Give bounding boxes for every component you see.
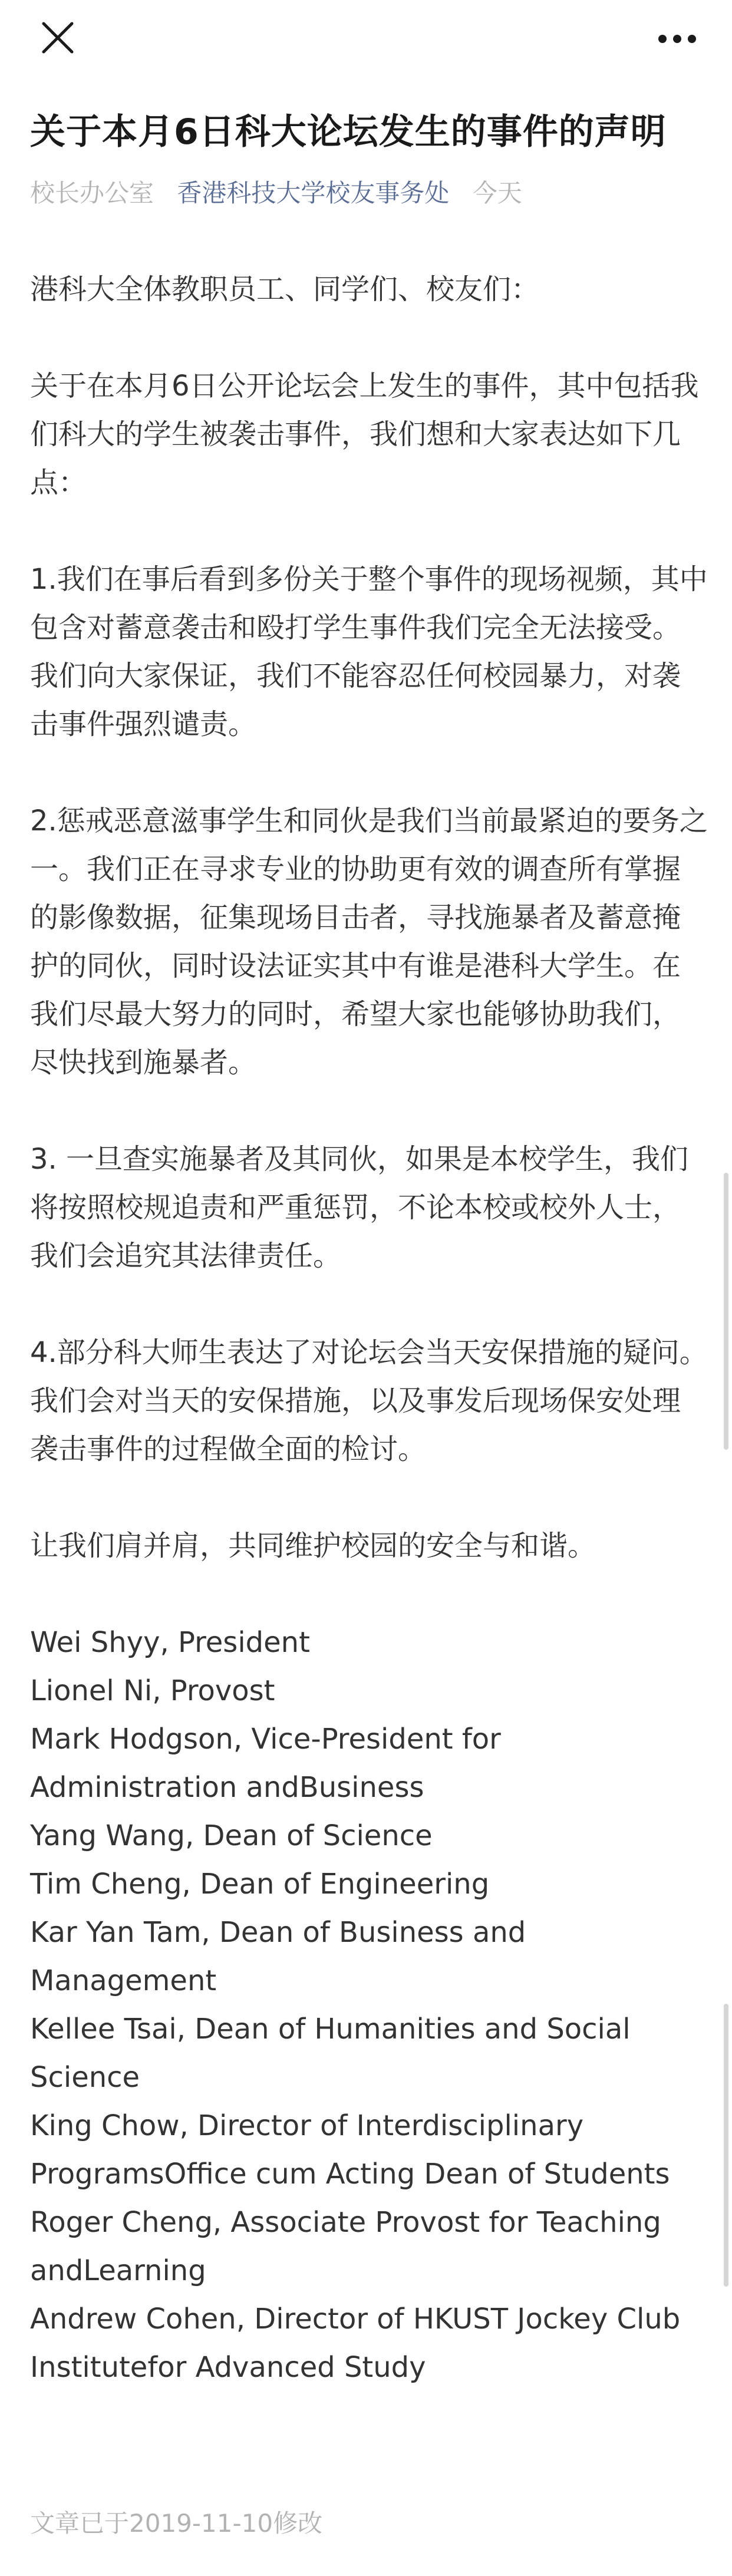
article-body bbox=[30, 265, 708, 2392]
point-4-paragraph: 4.部分科大师生表达了对论坛会当天安保措施的疑问。我们会对当天的安保措施，以及事发后现场保安处理袭击事件的过程做全面的检讨。 bbox=[30, 1336, 708, 1466]
signature-line: King Chow, Director of Interdisciplinary ProgramsOffice cum Acting Dean of Students bbox=[30, 2109, 670, 2191]
signature-line: Kellee Tsai, Dean of Humanities and Social Science bbox=[30, 2013, 631, 2094]
greeting-paragraph: 港科大全体教职员工、同学们、校友们： bbox=[30, 273, 540, 306]
signature-line: Yang Wang, Dean of Science bbox=[30, 1819, 433, 1852]
point-3-paragraph: 3. 一旦查实施暴者及其同伙，如果是本校学生，我们将按照校规追责和严重惩罚，不论本校或校外人士，我们会追究其法律责任。 bbox=[30, 1143, 689, 1272]
signature-line: Roger Cheng, Associate Provost for Teaching andLearning bbox=[30, 2206, 661, 2287]
account-link[interactable]: 香港科技大学校友事务处 bbox=[177, 179, 450, 207]
signature-line: Tim Cheng, Dean of Engineering bbox=[30, 1868, 490, 1901]
article-title: 关于本月6日科大论坛发生的事件的声明 bbox=[30, 111, 667, 153]
article-meta bbox=[30, 176, 708, 211]
publish-date: 今天 bbox=[472, 179, 522, 207]
signature-line: Lionel Ni, Provost bbox=[30, 1674, 275, 1707]
close-icon bbox=[39, 19, 77, 57]
point-1-paragraph: 1.我们在事后看到多份关于整个事件的现场视频，其中包含对蓄意袭击和殴打学生事件我们完全无法接受。我们向大家保证，我们不能容忍任何校园暴力，对袭击事件强烈谴责。 bbox=[30, 563, 708, 741]
author-label: 校长办公室 bbox=[30, 179, 154, 207]
close-button[interactable] bbox=[39, 19, 77, 57]
more-options-button[interactable] bbox=[651, 27, 704, 51]
signature-line: Kar Yan Tam, Dean of Business and Management bbox=[30, 1916, 526, 1997]
scrollbar-thumb-secondary[interactable] bbox=[724, 2004, 728, 2287]
top-bar bbox=[0, 0, 732, 77]
signature-line: Mark Hodgson, Vice-President for Administration andBusiness bbox=[30, 1723, 501, 1804]
article bbox=[30, 106, 708, 2392]
scrollbar-thumb[interactable] bbox=[724, 1173, 728, 1450]
signature-line: Andrew Cohen, Director of HKUST Jockey Club Institutefor Advanced Study bbox=[30, 2303, 681, 2384]
signature-list bbox=[30, 1618, 708, 2392]
closing-paragraph: 让我们肩并肩，共同维护校园的安全与和谐。 bbox=[30, 1529, 596, 1562]
signature-line: Wei Shyy, President bbox=[30, 1626, 310, 1659]
intro-paragraph: 关于在本月6日公开论坛会上发生的事件，其中包括我们科大的学生被袭击事件，我们想和大家表达如下几点： bbox=[30, 370, 699, 499]
more-dots-icon bbox=[651, 27, 704, 51]
point-2-paragraph: 2.惩戒恶意滋事学生和同伙是我们当前最紧迫的要务之一。我们正在寻求专业的协助更有效的调查所有掌握的影像数据，征集现场目击者，寻找施暴者及蓄意掩护的同伙，同时设法证实其中有谁是港科大学生。在我们尽最大努力的同时，希望大家也能够协助我们，尽快找到施暴者。 bbox=[30, 804, 708, 1079]
modified-note: 文章已于2019-11-10修改 bbox=[30, 2509, 323, 2538]
